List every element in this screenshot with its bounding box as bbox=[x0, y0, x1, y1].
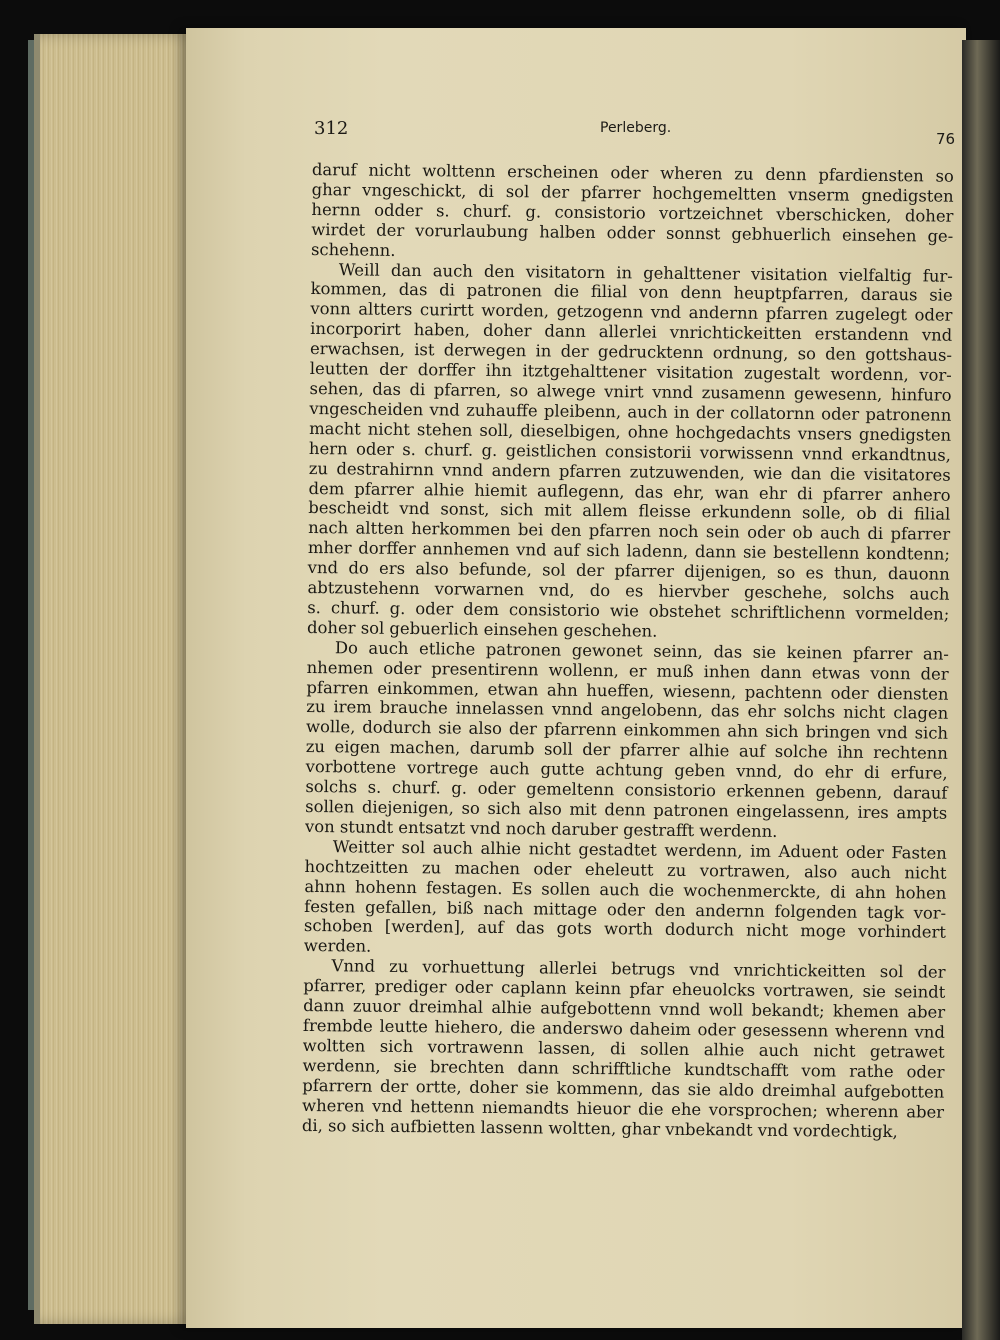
text-line: zu eigen machen, darumb soll der pfarrer alhie auf solche ihn rechtenn bbox=[305, 737, 948, 763]
running-title: Perleberg. bbox=[600, 120, 672, 136]
text-line: daruf nicht wolttenn erscheinen oder wheren zu denn pfardiensten so bbox=[311, 160, 954, 186]
text-line: erwachsen, ist derwegen in der gedrucktenn ordnung, so den gottshaus- bbox=[309, 339, 953, 365]
text-line: mher dorffer annhemen vnd auf sich ladenn, dann sie bestellenn kondtenn; bbox=[307, 538, 951, 564]
paragraph bbox=[311, 160, 954, 266]
text-line: ahnn hohenn festagen. Es sollen auch die wochenmerckte, di ahn hohen bbox=[304, 876, 947, 903]
text-line: vnd do ers also befunde, sol der pfarrer dijenigen, so es thun, dauonn bbox=[307, 558, 950, 584]
text-line: werdenn, sie brechten dann schrifftliche kundtschafft vom rathe oder bbox=[302, 1055, 945, 1082]
text-line: di, so sich aufbietten lassenn woltten, ghar vnbekandt vnd vordechtigk, bbox=[301, 1115, 898, 1141]
text-line: wheren vnd hettenn niemandts hieuor die ehe vorsprochen; wherenn aber bbox=[302, 1095, 945, 1122]
text-line: abtzustehenn vorwarnen vnd, do es hiervber geschehe, solchs auch bbox=[307, 578, 950, 604]
text-line: s. churf. g. oder dem consistorio wie obstehet schriftlichenn vormelden; bbox=[307, 597, 950, 624]
body-text bbox=[302, 160, 954, 1142]
text-line: wirdet der vorurlaubung halben odder sonnst gebhuerlich einsehen ge- bbox=[311, 219, 954, 246]
text-line: bescheidt vnd sonst, sich mit allem fleisse erkundenn solle, ob di filial bbox=[308, 498, 951, 525]
text-line: leutten der dorffer ihn itztgehalttener visitation zugestalt wordenn, vor- bbox=[309, 359, 952, 385]
page-number: 312 bbox=[314, 118, 349, 139]
text-line: frembde leutte hiehero, die anderswo daheim oder gesessenn wherenn vnd bbox=[302, 1015, 946, 1042]
text-line: doher sol gebuerlich einsehen geschehen. bbox=[307, 617, 658, 641]
text-line: Weitter sol auch alhie nicht gestadtet werdenn, im Aduent oder Fasten bbox=[332, 837, 947, 863]
book-gutter-right bbox=[962, 40, 1000, 1340]
text-line: Do auch etliche patronen gewonet seinn, das sie keinen pfarrer an- bbox=[334, 638, 949, 664]
text-line: werden. bbox=[303, 936, 372, 957]
text-line: schehenn. bbox=[310, 239, 396, 260]
text-line: wolle, dodurch sie also der pfarrenn einkommen ahn sich bringen vnd sich bbox=[305, 717, 949, 744]
text-line: festen gefallen, biß nach mittage oder den andernn folgenden tagk vor- bbox=[304, 896, 947, 923]
text-line: macht nicht stehen soll, dieselbigen, ohne hochgedachts vnsers gnedigsten bbox=[309, 418, 952, 445]
text-line: ghar vngeschickt, di sol der pfarrer hochgemeltten vnserm gnedigsten bbox=[311, 179, 954, 206]
paragraph bbox=[305, 638, 949, 844]
text-line: zu irem brauche innelassen vnnd angelobenn, das ehr solchs nicht clagen bbox=[306, 697, 949, 724]
text-line: hochtzeitten zu machen oder eheleutt zu vortrawen, also auch nicht bbox=[304, 856, 947, 883]
text-line: Weill dan auch den visitatorn in gehalttener visitation vielfaltig fur- bbox=[338, 259, 953, 286]
text-line: nach altten herkommen bei den pfarren noch sein oder ob auch di pfarrer bbox=[308, 518, 951, 545]
text-line: dem pfarrer alhie hiemit auflegenn, das ehr, wan ehr di pfarrer anhero bbox=[308, 478, 951, 505]
text-line: nhemen oder presentirenn wollenn, er muß inhen dann etwas vonn der bbox=[306, 657, 949, 684]
text-line: hern oder s. churf. g. geistlichen consistorii vorwissenn vnnd erkandtnus, bbox=[308, 438, 952, 465]
text-line: kommen, das di patronen die filial von denn heuptpfarren, daraus sie bbox=[310, 279, 953, 306]
paragraph bbox=[302, 956, 946, 1142]
text-line: sehen, das di pfarren, so alwege vnirt vnnd zusamenn gewesenn, hinfuro bbox=[309, 378, 952, 405]
text-line: Vnnd zu vorhuettung allerlei betrugs vnd vnrichtickeitten sol der bbox=[331, 956, 946, 982]
text-line: pfarrer, prediger oder caplann keinn pfar eheuolcks vortrawen, sie seindt bbox=[303, 976, 946, 1002]
text-line: woltten sich vortrawenn lassen, di sollen alhie auch nicht getrawet bbox=[302, 1035, 945, 1062]
text-line: solchs s. churf. g. oder gemeltenn consistorio erkennen gebenn, darauf bbox=[305, 777, 948, 803]
text-line: vorbottene vortrege auch gutte achtung geben vnnd, do ehr di erfure, bbox=[305, 757, 948, 783]
text-line: dann zuuor dreimhal alhie aufgebottenn vnnd woll bekandt; khemen aber bbox=[303, 996, 946, 1022]
text-line: pfarrern der ortte, doher sie kommenn, das sie aldo dreimhal aufgebotten bbox=[302, 1075, 945, 1102]
text-line: sollen diejenigen, so sich also mit denn patronen eingelassenn, ires ampts bbox=[305, 796, 948, 823]
text-line: von stundt entsatzt vnd noch daruber gestrafft werdenn. bbox=[304, 816, 778, 841]
text-line: schoben [werden], auf das gots worth dodurch nicht moge vorhindert bbox=[303, 916, 947, 943]
text-line: incorporirt haben, doher dann allerlei vnrichtickeitten erstandenn vnd bbox=[310, 319, 953, 345]
text-line: hernn odder s. churf. g. consistorio vortzeichnet vberschicken, doher bbox=[311, 199, 954, 226]
text-line: vonn altters curirtt worden, getzogenn vnd andernn pfarren zugelegt oder bbox=[310, 299, 953, 326]
page-header bbox=[314, 118, 964, 148]
folio-number: 76 bbox=[936, 130, 956, 148]
paragraph bbox=[307, 260, 953, 645]
text-line: zu destrahirnn vnnd andern pfarren zutzuwenden, wie dan die visitatores bbox=[308, 458, 951, 485]
text-line: pfarren einkommen, etwan ahn hueffen, wiesenn, pachtenn oder diensten bbox=[306, 677, 949, 704]
paragraph bbox=[304, 837, 947, 963]
text-line: vngescheiden vnd zuhauffe pleibenn, auch in der collatornn oder patronenn bbox=[309, 398, 952, 425]
